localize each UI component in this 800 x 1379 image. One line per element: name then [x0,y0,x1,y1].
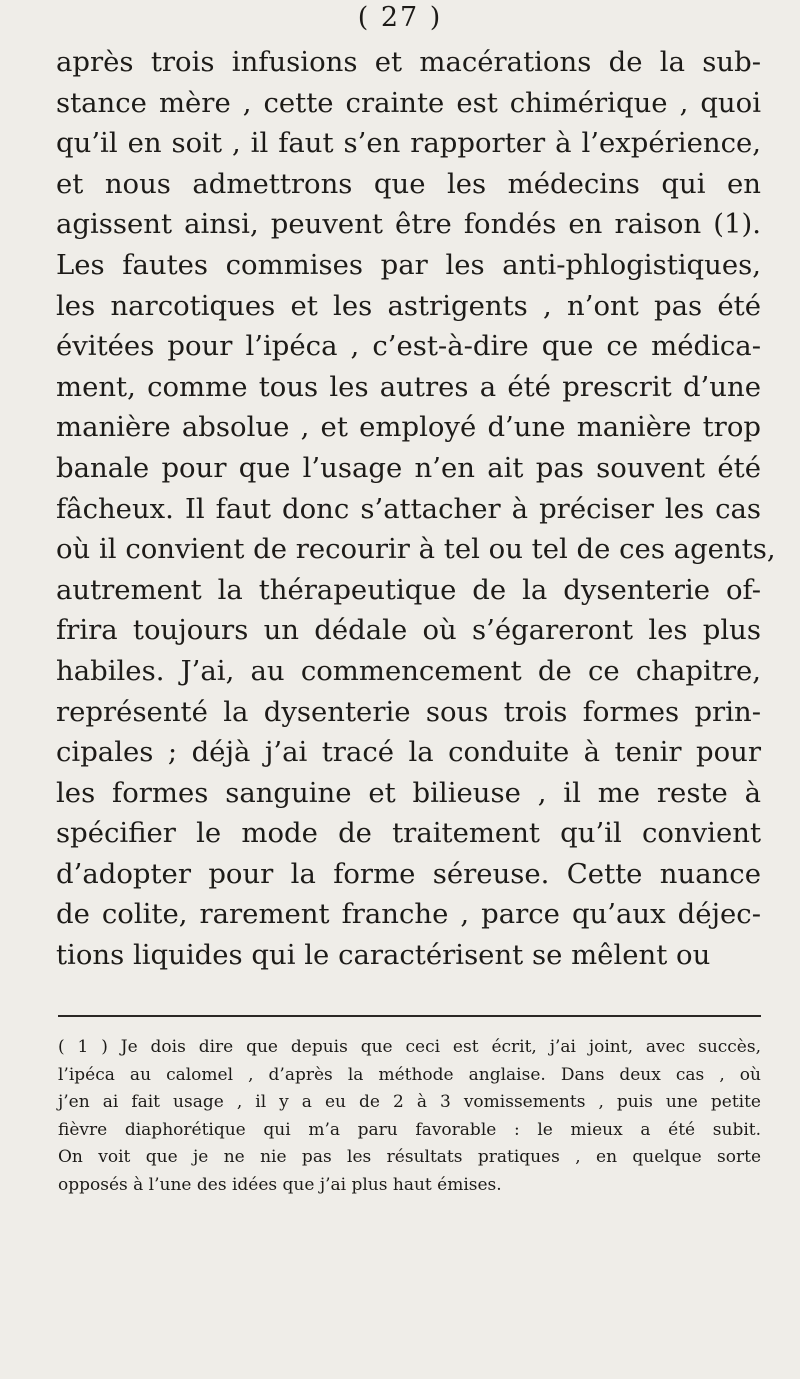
text-line: les formes sanguine et bilieuse , il me reste à [56,776,761,809]
text-line: qu’il en soit , il faut s’en rapporter à l’expérience, [56,127,761,160]
text-line: tions liquides qui le caractérisent se mêlent ou [56,939,711,972]
text-line: après trois infusions et macérations de la sub- [56,46,761,78]
text-line: où il convient de recourir à tel ou tel de ces agents, [56,533,776,566]
text-line: et nous admettrons que les médecins qui en [56,167,761,200]
page-number: ( 27 ) [357,2,443,33]
text-line: Les fautes commises par les anti-phlogistiques, [56,248,761,281]
text-line: ment, comme tous les autres a été prescrit d’une [56,370,761,403]
text-line: spécifier le mode de traitement qu’il convient [56,817,761,850]
text-line: d’adopter pour la forme séreuse. Cette nuance [56,857,761,890]
footnote [58,1034,761,1199]
footnote-divider [58,1015,761,1017]
footnote-line: l’ipéca au calomel , d’après la méthode anglaise. Dans deux cas , où [58,1064,761,1085]
footnote-line: fièvre diaphorétique qui m’a paru favorable : le mieux a été subit. [58,1119,761,1140]
text-line: de colite, rarement franche , parce qu’aux déjec- [56,898,761,931]
text-line: cipales ; déjà j’ai tracé la conduite à tenir pour [56,736,761,769]
text-line: habiles. J’ai, au commencement de ce chapitre, [56,654,761,687]
body-text [56,42,776,976]
footnote-line: ( 1 ) Je dois dire que depuis que ceci est écrit, j’ai joint, avec succès, [58,1037,761,1057]
text-line: stance mère , cette crainte est chimérique , quoi [56,86,761,119]
text-line: agissent ainsi, peuvent être fondés en raison (1). [56,208,761,241]
text-line: manière absolue , et employé d’une manière trop [56,411,761,444]
text-line: représenté la dysenterie sous trois formes prin- [56,695,761,728]
text-line: banale pour que l’usage n’en ait pas souvent été [56,451,761,484]
footnote-line: opposés à l’une des idées que j’ai plus haut émises. [58,1174,502,1195]
footnote-line: j’en ai fait usage , il y a eu de 2 à 3 vomissements , puis une petite [58,1092,761,1112]
text-line: évitées pour l’ipéca , c’est-à-dire que ce médica- [56,330,761,363]
text-line: les narcotiques et les astrigents , n’ont pas été [56,289,761,322]
text-line: fâcheux. Il faut donc s’attacher à préciser les cas [56,492,761,525]
footnote-line: On voit que je ne nie pas les résultats pratiques , en quelque sorte [58,1147,761,1167]
text-line: autrement la thérapeutique de la dysenterie of- [56,573,761,606]
text-line: frira toujours un dédale où s’égareront les plus [56,614,761,647]
